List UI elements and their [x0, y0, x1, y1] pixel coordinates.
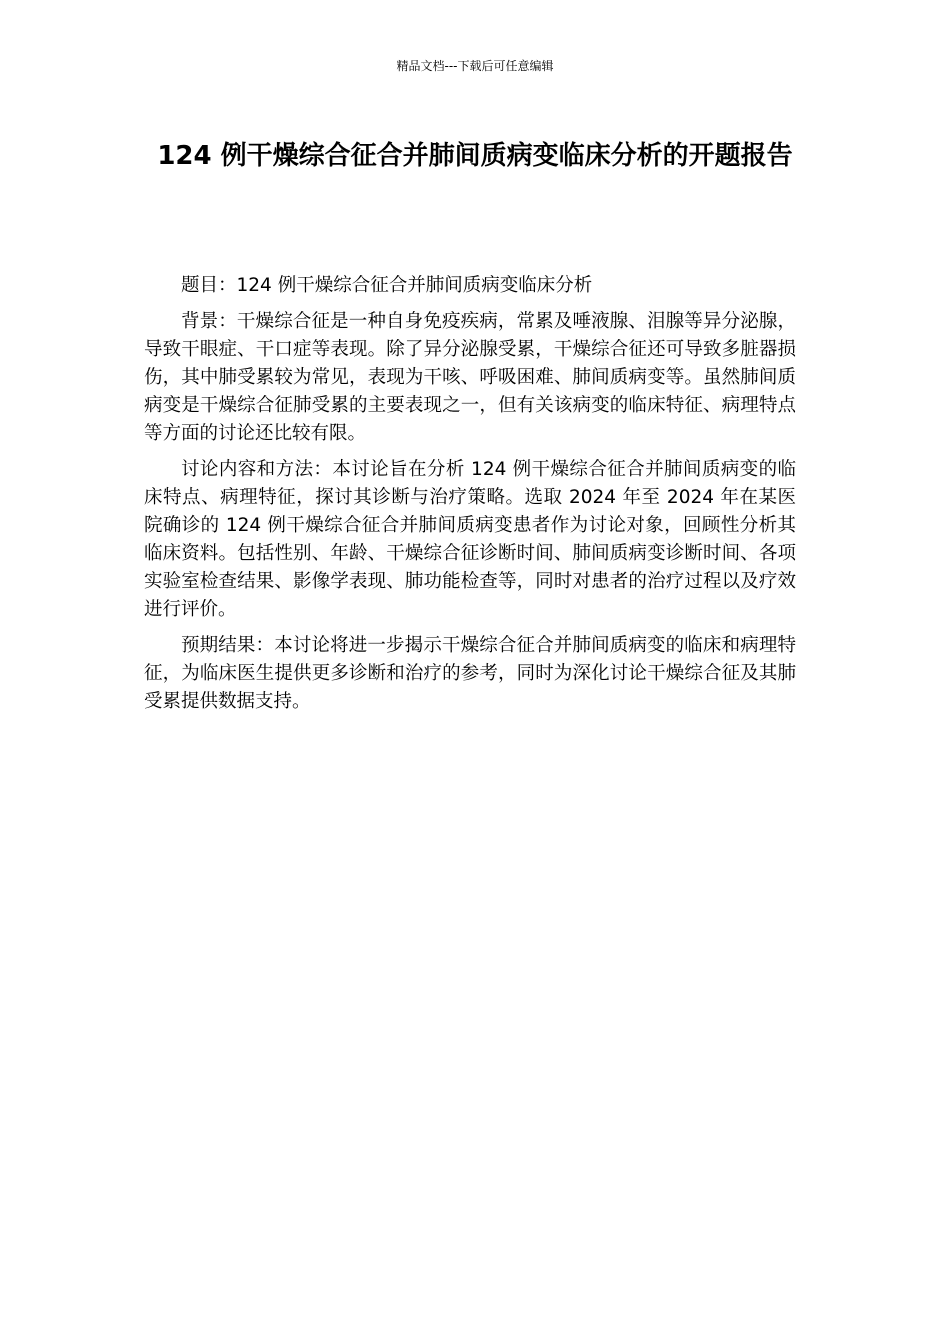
- document-body: [144, 272, 796, 724]
- paragraph-methods: 讨论内容和方法：本讨论旨在分析 124 例干燥综合征合并肺间质病变的临床特点、病理特征，探讨其诊断与治疗策略。选取 2024 年至 2024 年在某医院确诊的 124 例干燥综合征合并肺间质病变患者作为讨论对象，回顾性分析其临床资料。包括性别、年龄、干燥综合征诊断时间、肺间质病变诊断时间、各项实验室检查结果、影像学表现、肺功能检查等，同时对患者的治疗过程以及疗效进行评价。: [144, 459, 796, 620]
- paragraph-topic: 题目：124 例干燥综合征合并肺间质病变临床分析: [181, 275, 593, 296]
- document-title: 124 例干燥综合征合并肺间质病变临床分析的开题报告: [157, 141, 793, 171]
- header-note: 精品文档---下载后可任意编辑: [396, 59, 554, 73]
- paragraph-expected-results: 预期结果：本讨论将进一步揭示干燥综合征合并肺间质病变的临床和病理特征，为临床医生提供更多诊断和治疗的参考，同时为深化讨论干燥综合征及其肺受累提供数据支持。: [144, 635, 796, 712]
- paragraph-background: 背景：干燥综合征是一种自身免疫疾病，常累及唾液腺、泪腺等异分泌腺，导致干眼症、干口症等表现。除了异分泌腺受累，干燥综合征还可导致多脏器损伤，其中肺受累较为常见，表现为干咳、呼吸困难、肺间质病变等。虽然肺间质病变是干燥综合征肺受累的主要表现之一，但有关该病变的临床特征、病理特点等方面的讨论还比较有限。: [144, 311, 796, 444]
